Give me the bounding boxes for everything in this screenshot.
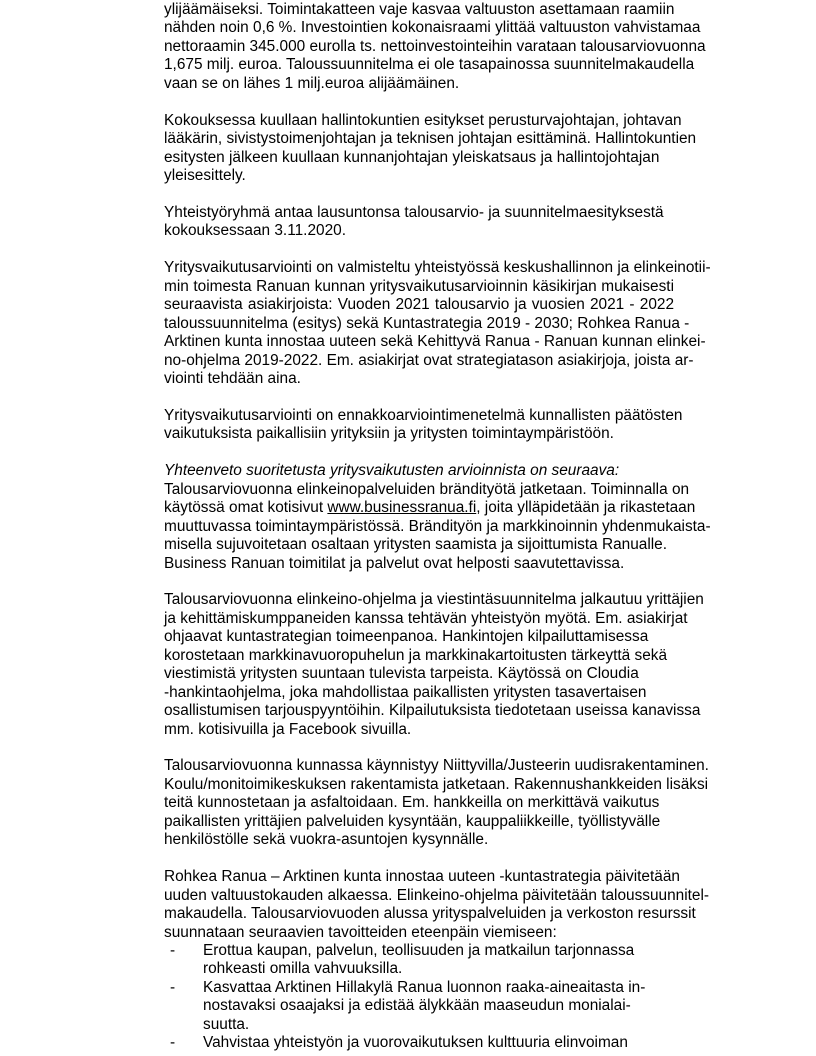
text-line: esitysten jälkeen kuullaan kunnanjohtajan yleiskatsaus ja hallintojohtajan — [164, 148, 660, 166]
text-segment: , joita ylläpidetään ja rikastetaan — [476, 499, 696, 517]
blank-line — [164, 850, 674, 868]
text-line: viointi tehdään aina. — [164, 370, 301, 388]
list-item — [164, 942, 674, 979]
text-line: korostetaan markkinavuoropuhelun ja markkinakartoitusten tärkeyttä sekä — [164, 646, 668, 664]
text-line: -hankintaohjelma, joka mahdollistaa paikallisten yritysten tasavertaisen — [164, 683, 647, 701]
text-line: Vahvistaa yhteistyön ja vuorovaikutuksen kulttuuria elinvoiman — [203, 1034, 628, 1052]
text-line: Yritysvaikutusarviointi on valmisteltu yhteistyössä keskushallinnon ja elinkeinotii- — [164, 259, 711, 277]
text-line: no-ohjelma 2019-2022. Em. asiakirjat ovat strategiatason asiakirjoja, joista ar- — [164, 351, 694, 369]
text-line: taloussuunnitelma (esitys) sekä Kuntastrategia 2019 - 2030; Rohkea Ranua - — [164, 314, 690, 332]
blank-line — [164, 444, 674, 462]
blank-line — [164, 739, 674, 757]
dash-bullet-icon: - — [170, 978, 176, 996]
text-line: seuraavista asiakirjoista: Vuoden 2021 talousarvio ja vuosien 2021 - 2022 — [164, 296, 674, 314]
paragraph — [164, 111, 697, 186]
text-line: Kasvattaa Arktinen Hillakylä Ranua luonnon raaka-aineaitasta in- — [203, 978, 646, 996]
text-line: muuttuvassa toimintaympäristössä. Brändityön ja markkinoinnin yhdenmukaista- — [164, 517, 711, 535]
text-line: Kokouksessa kuullaan hallintokuntien esitykset perusturvajohtajan, johtavan — [164, 111, 682, 129]
text-line: vaan se on lähes 1 milj.euroa alijäämäinen. — [164, 74, 460, 92]
text-line: mm. kotisivuilla ja Facebook sivuilla. — [164, 720, 412, 738]
text-line: lääkärin, sivistystoimenjohtajan ja teknisen johtajan esittäminä. Hallintokuntien — [164, 130, 697, 148]
text-line: rohkeasti omilla vahvuuksilla. — [203, 960, 403, 978]
text-line-with-link — [164, 499, 696, 517]
text-line: viestimistä yritysten suuntaan tulevista tarpeista. Käytössä on Cloudia — [164, 665, 639, 683]
text-line: vaikutuksista paikallisiin yrityksiin ja yritysten toimintaympäristöön. — [164, 425, 614, 443]
blank-line — [164, 93, 674, 111]
text-line: Yritysvaikutusarviointi on ennakkoarviointimenetelmä kunnallisten päätösten — [164, 406, 683, 424]
text-line: nettoraamin 345.000 eurolla ts. nettoinvestointeihin varataan talousarviovuonna — [164, 37, 706, 55]
paragraph — [164, 462, 711, 573]
list-item — [164, 979, 674, 1034]
website-link[interactable]: www.businessranua.fi — [327, 499, 477, 517]
text-line: min toimesta Ranuan kunnan yritysvaikutusarvioinnin käsikirjan mukaisesti — [164, 277, 674, 295]
text-line: makaudella. Talousarviovuoden alussa yrityspalveluiden ja verkoston resurssit — [164, 905, 696, 923]
text-line: osallistumisen tarjouspyyntöihin. Kilpailutuksista tiedotetaan useissa kanavissa — [164, 702, 701, 720]
text-line: ja kehittämiskumppaneiden kanssa tehtävän yhteistyön myötä. Em. asiakirjat — [164, 609, 688, 627]
text-line: Rohkea Ranua – Arktinen kunta innostaa uuteen -kuntastrategia päivitetään — [164, 868, 680, 886]
text-line: Yhteistyöryhmä antaa lausuntonsa talousarvio- ja suunnitelmaesityksestä — [164, 203, 664, 221]
paragraph — [164, 1, 706, 93]
document-page — [164, 1, 711, 1053]
text-line: Talousarviovuonna kunnassa käynnistyy Niittyvilla/Justeerin uudisrakentaminen. — [164, 757, 709, 775]
text-line: teitä kunnostetaan ja asfaltoidaan. Em. hankkeilla on merkittävä vaikutus — [164, 794, 660, 812]
paragraph-heading: Yhteenveto suoritetusta yritysvaikutusten arvioinnista on seuraava: — [164, 462, 620, 480]
text-line: Business Ranuan toimitilat ja palvelut ovat helposti saavutettavissa. — [164, 554, 625, 572]
paragraph — [164, 259, 711, 388]
text-line: nostavaksi osaajaksi ja edistää älykkään maaseudun monialai- — [203, 997, 631, 1015]
text-line: ohjaavat kuntastrategian toimeenpanoa. Hankintojen kilpailuttamisessa — [164, 628, 649, 646]
text-line: kokouksessaan 3.11.2020. — [164, 222, 346, 240]
blank-line — [164, 388, 674, 406]
text-line: suunnataan seuraavien tavoitteiden eteenpäin viemiseen: — [164, 923, 557, 941]
bullet-list — [164, 942, 674, 1053]
text-line: Arktinen kunta innostaa uuteen sekä Kehittyvä Ranua - Ranuan kunnan elinkei- — [164, 333, 706, 351]
blank-line — [164, 573, 674, 591]
paragraph — [164, 406, 683, 444]
paragraph — [164, 204, 674, 241]
paragraph — [164, 757, 709, 849]
text-segment: käytössä omat kotisivut — [164, 499, 328, 517]
text-line: suutta. — [203, 1015, 250, 1033]
text-line: ylijäämäiseksi. Toimintakatteen vaje kasvaa valtuuston asettamaan raamiin — [164, 1, 675, 18]
text-line: uuden valtuustokauden alkaessa. Elinkeino-ohjelma päivitetään taloussuunnitel- — [164, 886, 710, 904]
text-line: paikallisten yrittäjien palveluiden kysyntään, kauppaliikkeille, työllistyvälle — [164, 812, 661, 830]
text-line: Talousarviovuonna elinkeino-ohjelma ja viestintäsuunnitelma jalkautuu yrittäjien — [164, 591, 704, 609]
text-line: misella sujuvoitetaan osaltaan yritysten saamista ja sijoittumista Ranualle. — [164, 536, 667, 554]
dash-bullet-icon: - — [170, 1034, 176, 1052]
blank-line — [164, 186, 674, 204]
text-line: henkilöstölle sekä vuokra-asuntojen kysynnälle. — [164, 831, 489, 849]
text-line: yleisesittely. — [164, 167, 246, 185]
paragraph — [164, 868, 710, 942]
blank-line — [164, 241, 674, 259]
paragraph — [164, 591, 704, 739]
text-line: Erottua kaupan, palvelun, teollisuuden ja matkailun tarjonnassa — [203, 941, 635, 959]
text-line: Koulu/monitoimikeskuksen rakentamista jatketaan. Rakennushankkeiden lisäksi — [164, 775, 709, 793]
dash-bullet-icon: - — [170, 941, 176, 959]
text-line: nähden noin 0,6 %. Investointien kokonaisraami ylittää valtuuston vahvistamaa — [164, 19, 701, 37]
list-item — [164, 1034, 674, 1052]
text-line: Talousarviovuonna elinkeinopalveluiden brändityötä jatketaan. Toiminnalla on — [164, 480, 690, 498]
text-line: 1,675 milj. euroa. Taloussuunnitelma ei ole tasapainossa suunnitelmakaudella — [164, 56, 695, 74]
